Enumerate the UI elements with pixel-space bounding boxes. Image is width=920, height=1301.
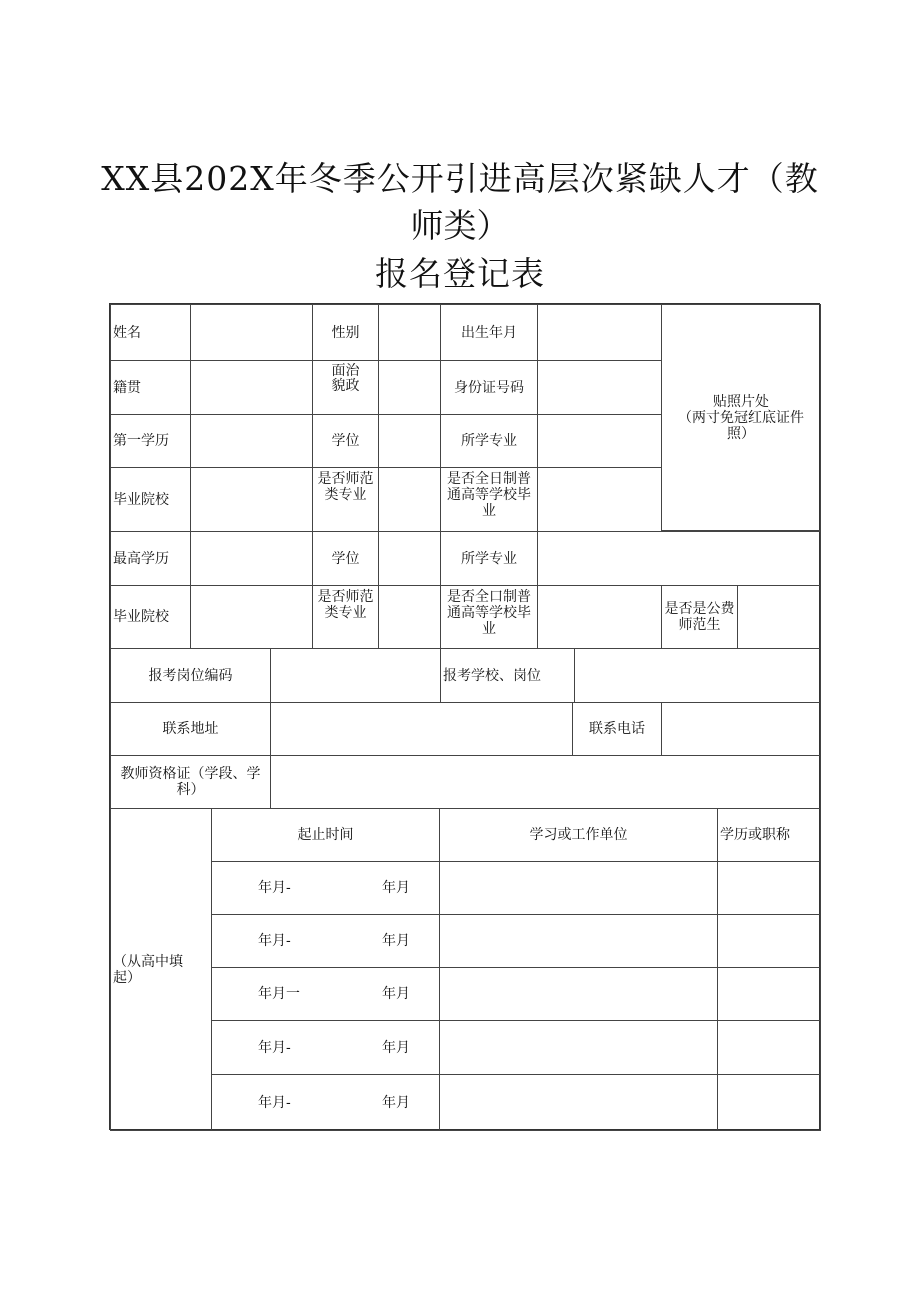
history-period[interactable] <box>211 1074 440 1131</box>
birth-field[interactable] <box>537 304 662 361</box>
history-end: 年月 <box>382 933 410 949</box>
history-start: 年月- <box>258 1094 291 1111</box>
history-title-field[interactable] <box>717 1074 821 1131</box>
normal2-field[interactable] <box>378 585 441 649</box>
history-start: 年月- <box>258 880 291 896</box>
degree2-label: 学位 <box>312 531 379 586</box>
id-number-field[interactable] <box>537 360 662 415</box>
school1-label: 毕业院校 <box>110 467 191 532</box>
photo-box[interactable] <box>661 304 821 531</box>
phone-label: 联系电话 <box>572 702 662 756</box>
native-label: 籍贯 <box>110 360 191 415</box>
fulltime1-label: 是否全日制普通高等学校毕业 <box>440 467 538 532</box>
history-title-field[interactable] <box>717 1020 821 1075</box>
address-label: 联系地址 <box>110 702 271 756</box>
id-number-label: 身份证号码 <box>440 360 538 415</box>
major2-field[interactable] <box>537 531 821 586</box>
public-funded-label: 是否是公费师范生 <box>661 585 738 649</box>
political-field[interactable] <box>378 360 441 415</box>
first-edu-field[interactable] <box>190 414 313 468</box>
history-start: 年月- <box>258 933 291 949</box>
history-period[interactable] <box>211 861 440 915</box>
history-unit-field[interactable] <box>439 861 718 915</box>
post-code-label: 报考岗位编码 <box>110 648 271 703</box>
degree2-field[interactable] <box>378 531 441 586</box>
period-header: 起止时间 <box>211 808 440 862</box>
first-edu-label: 第一学历 <box>110 414 191 468</box>
cert-label: 教师资格证（学段、学科） <box>110 755 271 809</box>
photo-requirement: （两寸免冠红底证件照） <box>678 409 804 442</box>
cert-field[interactable] <box>270 755 821 809</box>
name-field[interactable] <box>190 304 313 361</box>
history-end: 年月 <box>382 880 410 896</box>
gender-field[interactable] <box>378 304 441 361</box>
major2-label: 所学专业 <box>440 531 538 586</box>
resume-side-label: （从高中填起） <box>110 808 212 1131</box>
history-unit-field[interactable] <box>439 914 718 968</box>
title-header: 学历或职称 <box>717 808 821 862</box>
photo-label: 贴照片处 <box>713 393 769 410</box>
history-title-field[interactable] <box>717 861 821 915</box>
fulltime1-field[interactable] <box>537 467 662 532</box>
school2-field[interactable] <box>190 585 313 649</box>
history-unit-field[interactable] <box>439 1020 718 1075</box>
history-end: 年月 <box>382 1039 410 1056</box>
history-start: 年月- <box>258 1039 291 1056</box>
registration-form-table <box>109 303 820 1130</box>
history-period[interactable] <box>211 967 440 1021</box>
major1-label: 所学专业 <box>440 414 538 468</box>
fulltime2-label: 是否全口制普通高等学校毕业 <box>440 585 538 649</box>
public-funded-field[interactable] <box>737 585 821 649</box>
phone-field[interactable] <box>661 702 821 756</box>
major1-field[interactable] <box>537 414 662 468</box>
history-start: 年月一 <box>258 986 300 1002</box>
native-field[interactable] <box>190 360 313 415</box>
history-title-field[interactable] <box>717 914 821 968</box>
highest-edu-label: 最高学历 <box>110 531 191 586</box>
form-title-line1: XX县202X年冬季公开引进高层次紧缺人才（教 <box>101 159 819 198</box>
fulltime2-field[interactable] <box>537 585 662 649</box>
degree1-field[interactable] <box>378 414 441 468</box>
gender-label: 性别 <box>312 304 379 361</box>
birth-label: 出生年月 <box>440 304 538 361</box>
history-end: 年月 <box>382 986 410 1002</box>
name-label: 姓名 <box>110 304 191 361</box>
history-unit-field[interactable] <box>439 967 718 1021</box>
address-field[interactable] <box>270 702 573 756</box>
unit-header: 学习或工作单位 <box>439 808 718 862</box>
history-unit-field[interactable] <box>439 1074 718 1131</box>
normal1-field[interactable] <box>378 467 441 532</box>
post-code-field[interactable] <box>270 648 441 703</box>
school-post-label: 报考学校、岗位 <box>440 648 575 703</box>
school1-field[interactable] <box>190 467 313 532</box>
history-period[interactable] <box>211 914 440 968</box>
normal1-label: 是否师范类专业 <box>312 467 379 532</box>
degree1-label: 学位 <box>312 414 379 468</box>
political-label: 面治貌政 <box>312 360 379 415</box>
normal2-label: 是否师范类专业 <box>312 585 379 649</box>
school-post-field[interactable] <box>574 648 821 703</box>
history-title-field[interactable] <box>717 967 821 1021</box>
form-title-line2: 师类） <box>410 206 510 245</box>
history-period[interactable] <box>211 1020 440 1075</box>
form-subtitle: 报名登记表 <box>375 254 545 293</box>
history-end: 年月 <box>382 1094 410 1111</box>
highest-edu-field[interactable] <box>190 531 313 586</box>
school2-label: 毕业院校 <box>110 585 191 649</box>
